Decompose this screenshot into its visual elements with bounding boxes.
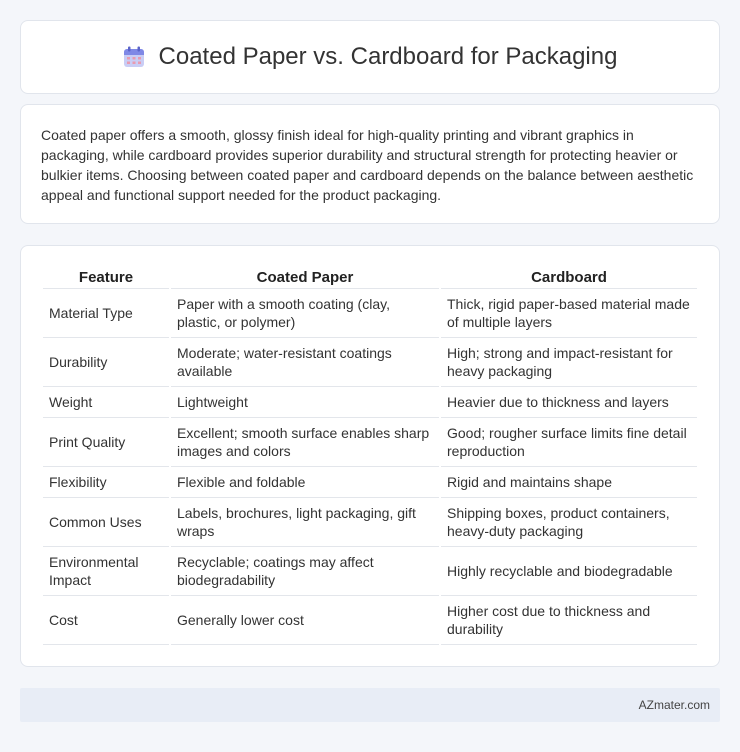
row-cardboard: High; strong and impact-resistant for heavy packaging	[441, 338, 697, 387]
table-header-row	[43, 264, 697, 289]
footer-bar	[20, 688, 720, 722]
row-feature: Cost	[43, 596, 169, 645]
calendar-icon	[123, 46, 145, 68]
row-feature: Weight	[43, 387, 169, 418]
row-coated: Paper with a smooth coating (clay, plastic, or polymer)	[171, 289, 439, 338]
header-cardboard: Cardboard	[441, 264, 697, 289]
row-feature: Flexibility	[43, 467, 169, 498]
footer-brand: AZmater.com	[638, 698, 710, 712]
row-coated: Lightweight	[171, 387, 439, 418]
row-feature: Durability	[43, 338, 169, 387]
table-row	[43, 547, 697, 596]
page-title: Coated Paper vs. Cardboard for Packaging	[158, 43, 618, 70]
row-cardboard: Heavier due to thickness and layers	[441, 387, 697, 418]
table-row	[43, 418, 697, 467]
row-coated: Recyclable; coatings may affect biodegradability	[171, 547, 439, 596]
intro-card	[20, 104, 720, 224]
table-row	[43, 596, 697, 645]
table-row	[43, 498, 697, 547]
row-cardboard: Good; rougher surface limits fine detail reproduction	[441, 418, 697, 467]
row-coated: Labels, brochures, light packaging, gift wraps	[171, 498, 439, 547]
row-cardboard: Highly recyclable and biodegradable	[441, 547, 697, 596]
comparison-table-card	[20, 245, 720, 667]
row-cardboard: Higher cost due to thickness and durability	[441, 596, 697, 645]
table-row	[43, 289, 697, 338]
table-row	[43, 467, 697, 498]
table-row	[43, 387, 697, 418]
row-coated: Flexible and foldable	[171, 467, 439, 498]
row-cardboard: Rigid and maintains shape	[441, 467, 697, 498]
table-row	[43, 338, 697, 387]
row-cardboard: Shipping boxes, product containers, heavy-duty packaging	[441, 498, 697, 547]
header-feature: Feature	[43, 264, 169, 289]
intro-text: Coated paper offers a smooth, glossy finish ideal for high-quality printing and vibrant graphics in packaging, while cardboard provides superior durability and structural strength for protecting heavier or bulkier items. Choosing between coated paper and cardboard depends on the balance between aesthetic appeal and functional support needed for the product packaging.	[41, 127, 694, 203]
title-card	[20, 20, 720, 94]
comparison-table	[41, 264, 699, 645]
header-coated-paper: Coated Paper	[171, 264, 439, 289]
row-feature: Print Quality	[43, 418, 169, 467]
row-feature: Environmental Impact	[43, 547, 169, 596]
row-feature: Material Type	[43, 289, 169, 338]
row-feature: Common Uses	[43, 498, 169, 547]
row-coated: Excellent; smooth surface enables sharp images and colors	[171, 418, 439, 467]
row-coated: Generally lower cost	[171, 596, 439, 645]
row-coated: Moderate; water-resistant coatings available	[171, 338, 439, 387]
row-cardboard: Thick, rigid paper-based material made of multiple layers	[441, 289, 697, 338]
